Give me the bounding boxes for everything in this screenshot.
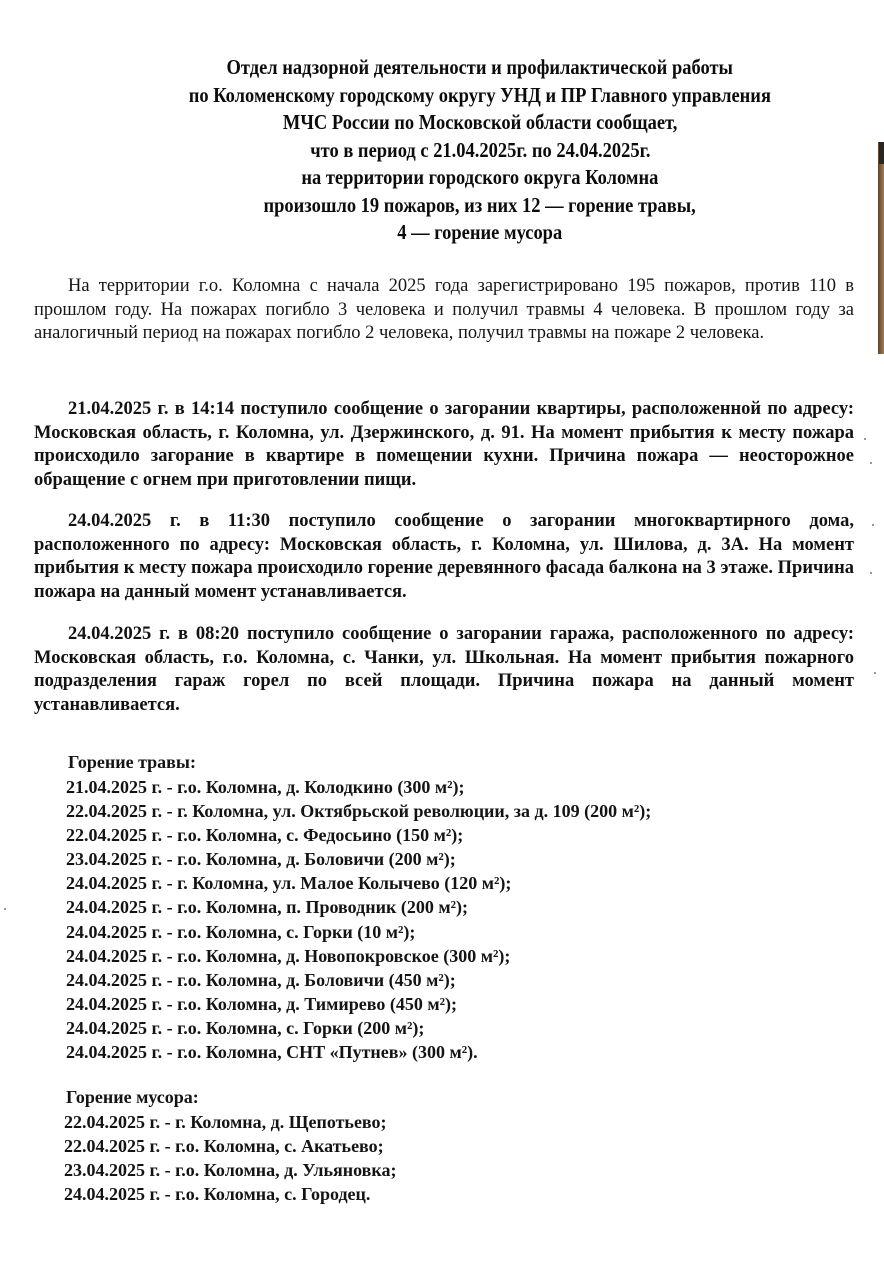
header-line: Отдел надзорной деятельности и профилактической работы	[226, 55, 734, 79]
list-item: 22.04.2025 г. - г. Коломна, д. Щепотьево;	[64, 1112, 387, 1132]
header-line: 4 — горение мусора	[397, 220, 563, 244]
list-item: 23.04.2025 г. - г.о. Коломна, д. Боловичи (200 м²);	[66, 849, 456, 870]
list-item: 24.04.2025 г. - г.о. Коломна, д. Боловичи (450 м²);	[66, 969, 456, 990]
scan-speck	[870, 462, 872, 464]
grass-fires-list	[66, 775, 651, 1064]
list-item: 22.04.2025 г. - г. Коломна, ул. Октябрьской революции, за д. 109 (200 м²);	[66, 801, 652, 822]
scan-edge-artifact-dark	[879, 142, 884, 164]
list-item: 24.04.2025 г. - г.о. Коломна, п. Проводник (200 м²);	[66, 897, 468, 918]
list-item: 21.04.2025 г. - г.о. Коломна, д. Колодкино (300 м²);	[66, 777, 465, 797]
header-line: на территории городского округа Коломна	[301, 165, 659, 189]
scan-speck	[874, 672, 876, 674]
incident-paragraph: 24.04.2025 г. в 08:20 поступило сообщение о загорании гаража, расположенного по адресу: Московская область, г.о. Коломна, с. Чанки, ул. Школьная. На момент прибытия пожарного подразделения гараж горел по всей площади. Причина пожара на данный момент устанавливается.	[34, 624, 854, 715]
list-item: 22.04.2025 г. - г.о. Коломна, с. Федосьино (150 м²);	[66, 825, 464, 846]
list-item: 24.04.2025 г. - г.о. Коломна, с. Горки (200 м²);	[66, 1017, 425, 1038]
header-line: по Коломенскому городскому округу УНД и ПР Главного управления	[188, 82, 772, 107]
garbage-fires-title: Горение мусора:	[66, 1087, 199, 1107]
incident-paragraph: 21.04.2025 г. в 14:14 поступило сообщение о загорании квартиры, расположенной по адресу: Московская область, г. Коломна, ул. Дзержинского, д. 91. На момент прибытия к месту пожара происходило загорание в квартире в помещении кухни. Причина пожара — неосторожное обращение с огнем при приготовлении пищи.	[34, 399, 854, 490]
list-item: 24.04.2025 г. - г.о. Коломна, СНТ «Путнев» (300 м²).	[66, 1042, 478, 1063]
list-item: 24.04.2025 г. - г.о. Коломна, д. Новопокровское (300 м²);	[66, 945, 511, 966]
garbage-fires-list	[64, 1110, 396, 1206]
list-item: 24.04.2025 г. - г.о. Коломна, с. Горки (10 м²);	[66, 921, 416, 942]
document-header	[100, 54, 860, 247]
header-line: что в период с 21.04.2025г. по 24.04.2025г.	[309, 137, 651, 162]
summary-paragraph: На территории г.о. Коломна с начала 2025 года зарегистрировано 195 пожаров, против 110 в прошлом году. На пожарах погибло 3 человека и получил травмы 4 человека. В прошлом году за аналогичный период на пожарах погибло 2 человека, получил травмы на пожаре 2 человека.	[34, 276, 854, 343]
list-item: 23.04.2025 г. - г.о. Коломна, д. Ульяновка;	[64, 1160, 397, 1181]
scan-speck	[4, 908, 6, 910]
scan-speck	[864, 438, 866, 440]
header-line: произошло 19 пожаров, из них 12 — горение травы,	[263, 192, 697, 217]
scan-speck	[872, 524, 874, 526]
grass-fires-title: Горение травы:	[68, 752, 196, 772]
header-line: МЧС России по Московской области сообщает,	[282, 110, 678, 134]
scan-edge-artifact	[878, 142, 884, 354]
list-item: 24.04.2025 г. - г. Коломна, ул. Малое Колычево (120 м²);	[66, 873, 512, 894]
list-item: 22.04.2025 г. - г.о. Коломна, с. Акатьево;	[64, 1136, 384, 1157]
scan-speck	[870, 572, 872, 574]
list-item: 24.04.2025 г. - г.о. Коломна, д. Тимирево (450 м²);	[66, 993, 457, 1014]
incident-paragraph: 24.04.2025 г. в 11:30 поступило сообщение о загорании многоквартирного дома, расположенного по адресу: Московская область, г. Коломна, ул. Шилова, д. 3А. На момент прибытия к месту пожара происходило горение деревянного фасада балкона на 3 этаже. Причина пожара на данный момент устанавливается.	[34, 511, 854, 602]
list-item: 24.04.2025 г. - г.о. Коломна, с. Городец.	[64, 1184, 371, 1205]
